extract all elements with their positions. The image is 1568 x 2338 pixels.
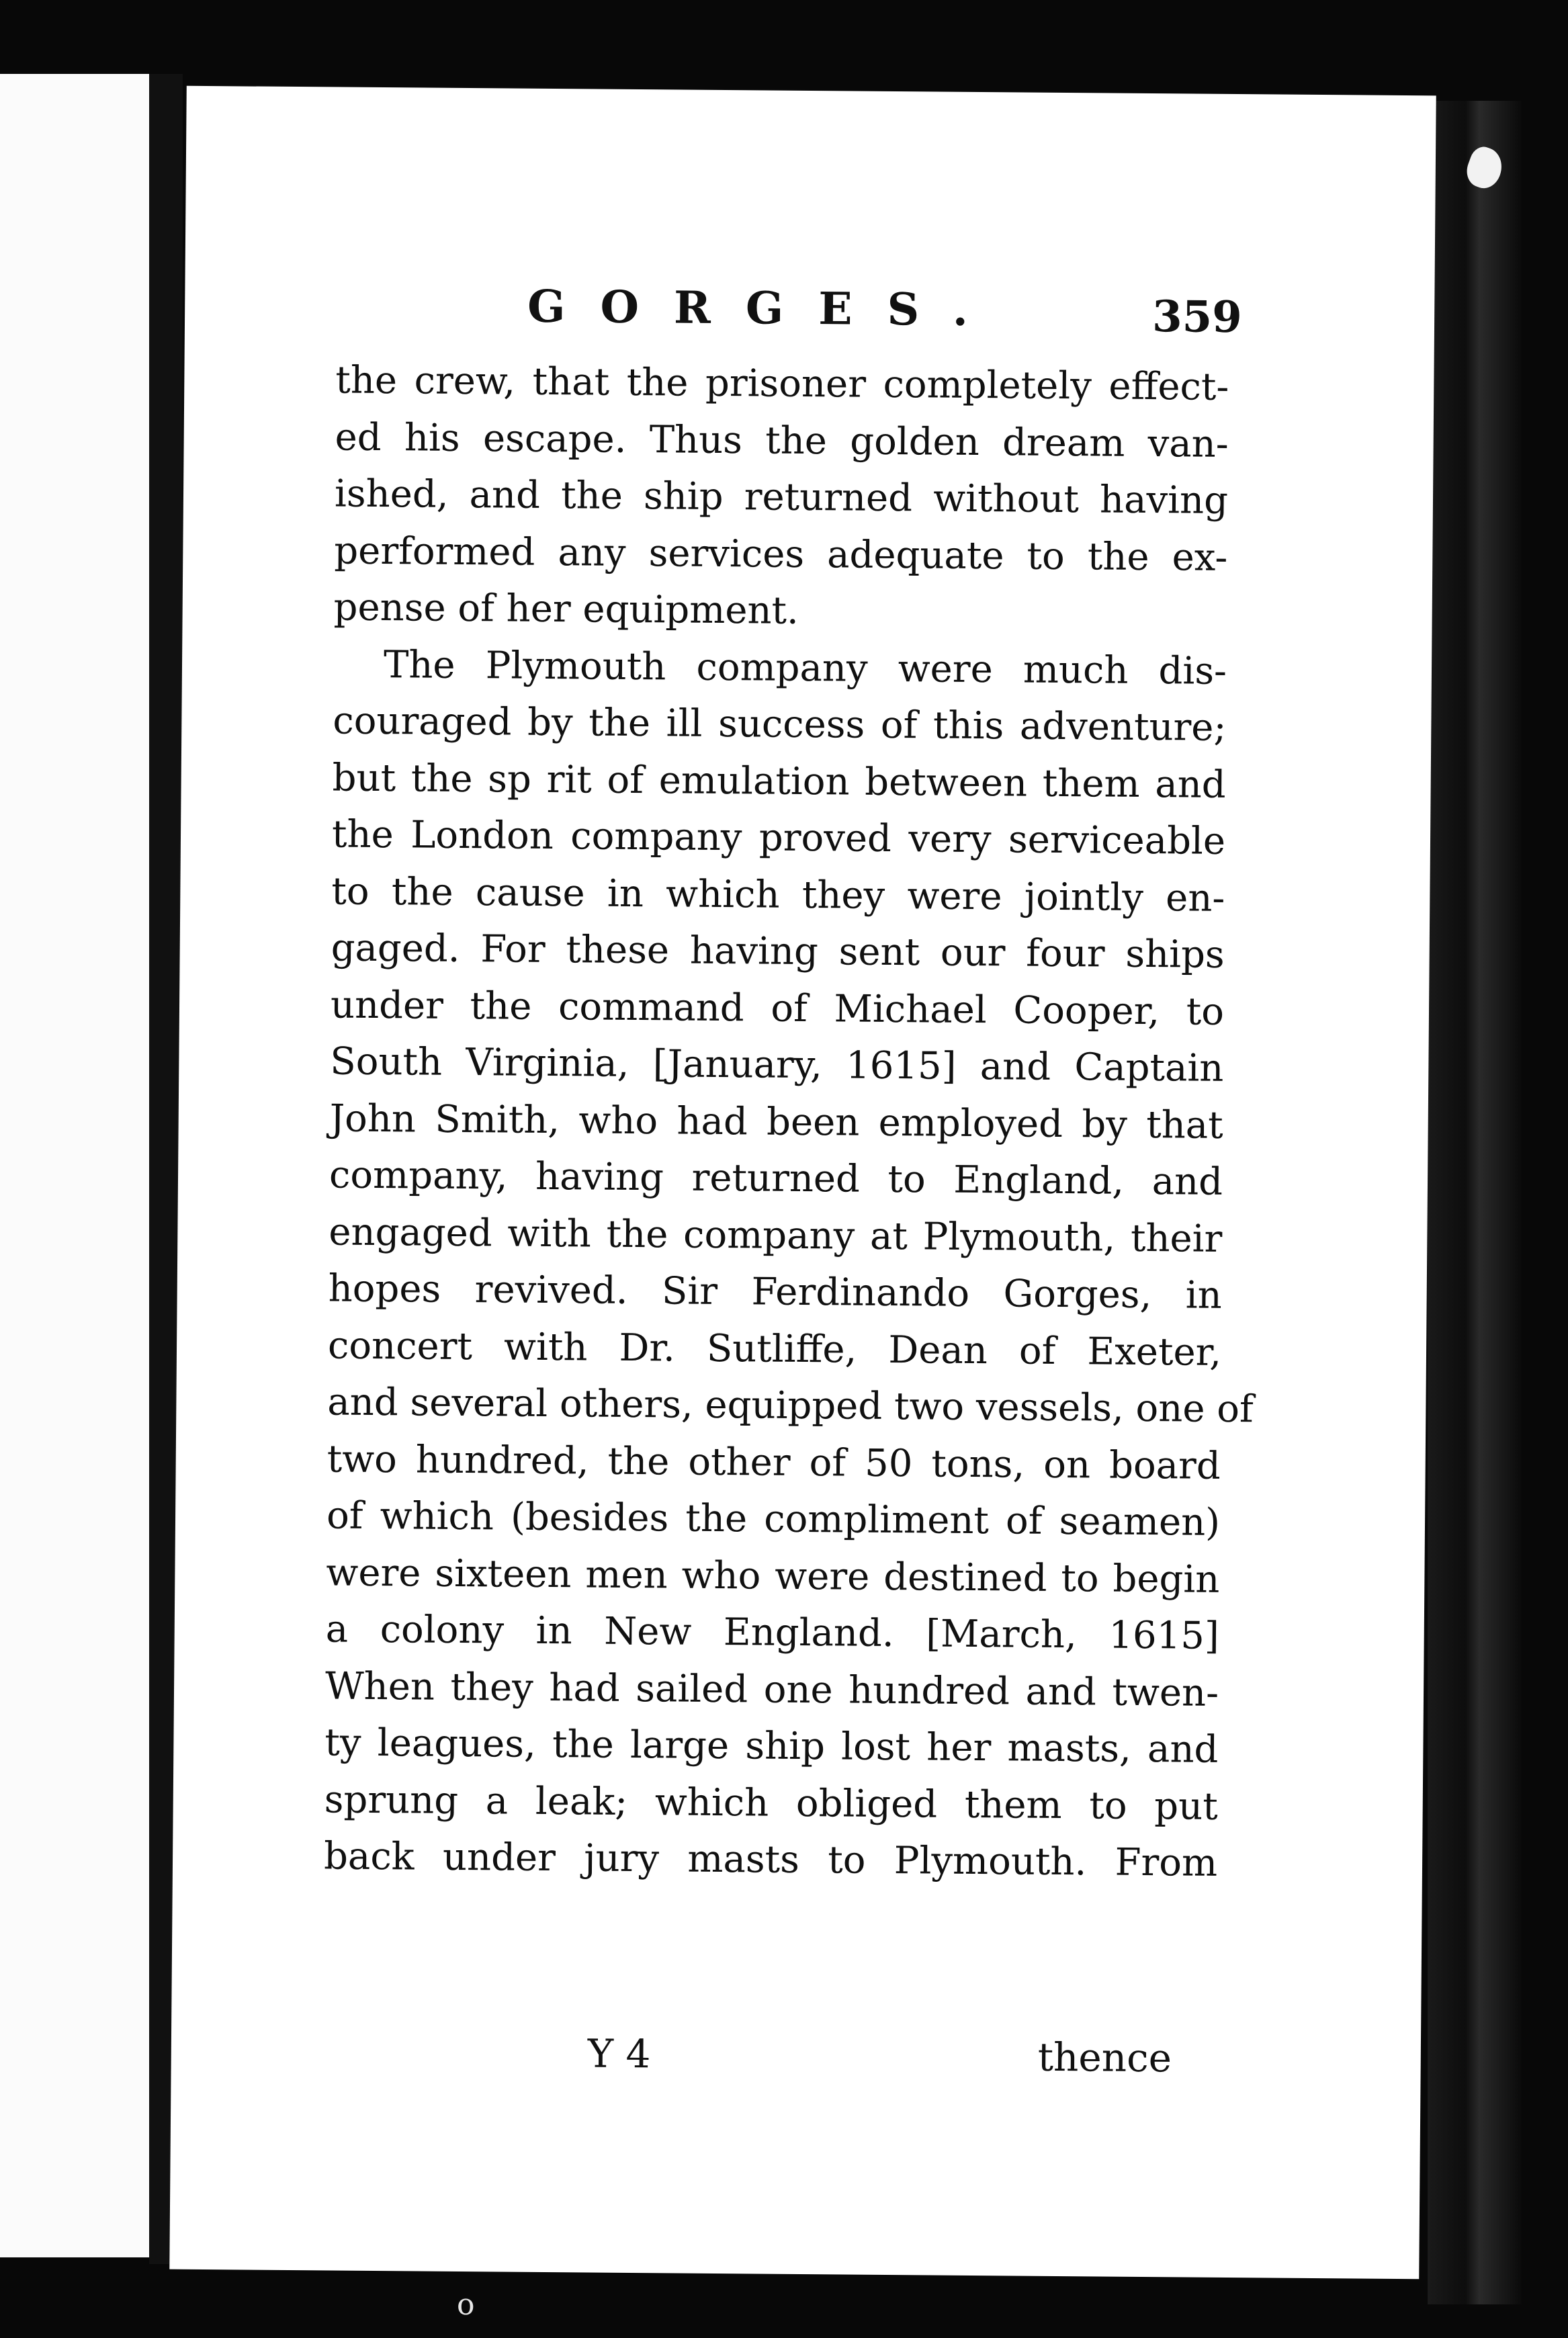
catchword: thence (1037, 2034, 1172, 2081)
text-line: under the command of Michael Cooper, to (330, 982, 1225, 1034)
page-edge-shadow (1428, 101, 1522, 2304)
text-line: When they had sailed one hundred and twen- (324, 1663, 1219, 1715)
page-number: 359 (1151, 292, 1243, 343)
text-line: and several others, equipped two vessels, one of (327, 1380, 1254, 1432)
text-line: ed his escape. Thus the golden dream van- (335, 415, 1229, 466)
bottom-stray-mark: o (457, 2288, 475, 2322)
text-line: engaged with the company at Plymouth, their (329, 1209, 1223, 1261)
text-line: couraged by the ill success of this adventure; (333, 699, 1227, 750)
text-line: were sixteen men who were destined to begin (326, 1550, 1220, 1602)
text-line: back under jury masts to Plymouth. From (323, 1834, 1218, 1885)
text-line: the crew, that the prisoner completely effect- (335, 358, 1229, 409)
signature-mark: Y 4 (587, 2030, 651, 2077)
text-line: sprung a leak; which obliged them to put (324, 1777, 1218, 1829)
text-line: company, having returned to England, and (329, 1153, 1223, 1204)
text-line: John Smith, who had been employed by that (329, 1096, 1223, 1148)
text-line: South Virginia, [January, 1615] and Captain (330, 1039, 1224, 1090)
text-line: of which (besides the compliment of seamen) (326, 1493, 1221, 1545)
text-line: ty leagues, the large ship lost her masts, and (324, 1721, 1219, 1772)
text-line: gaged. For these having sent our four ships (331, 926, 1225, 977)
facing-page-edge (0, 74, 155, 2257)
text-line: to the cause in which they were jointly en- (331, 869, 1225, 920)
paragraph-first-line: The Plymouth company were much dis- (383, 642, 1227, 693)
body-text (323, 353, 1254, 1893)
book-page (169, 86, 1436, 2280)
running-title: GORGES. (527, 279, 1004, 337)
text-line: the London company proved very serviceable (331, 812, 1226, 863)
text-line: a colony in New England. [March, 1615] (325, 1607, 1219, 1658)
text-line: hopes revived. Sir Ferdinando Gorges, in (328, 1266, 1222, 1317)
text-line: but the sp rit of emulation between them and (332, 755, 1226, 807)
text-line: performed any services adequate to the ex- (334, 528, 1228, 580)
text-line: ished, and the ship returned without having (334, 472, 1229, 523)
text-line: two hundred, the other of 50 tons, on board (326, 1436, 1221, 1488)
text-line: pense of her equipment. (333, 585, 799, 633)
text-line: concert with Dr. Sutliffe, Dean of Exeter, (327, 1323, 1222, 1375)
page-footer (171, 2028, 1421, 2098)
